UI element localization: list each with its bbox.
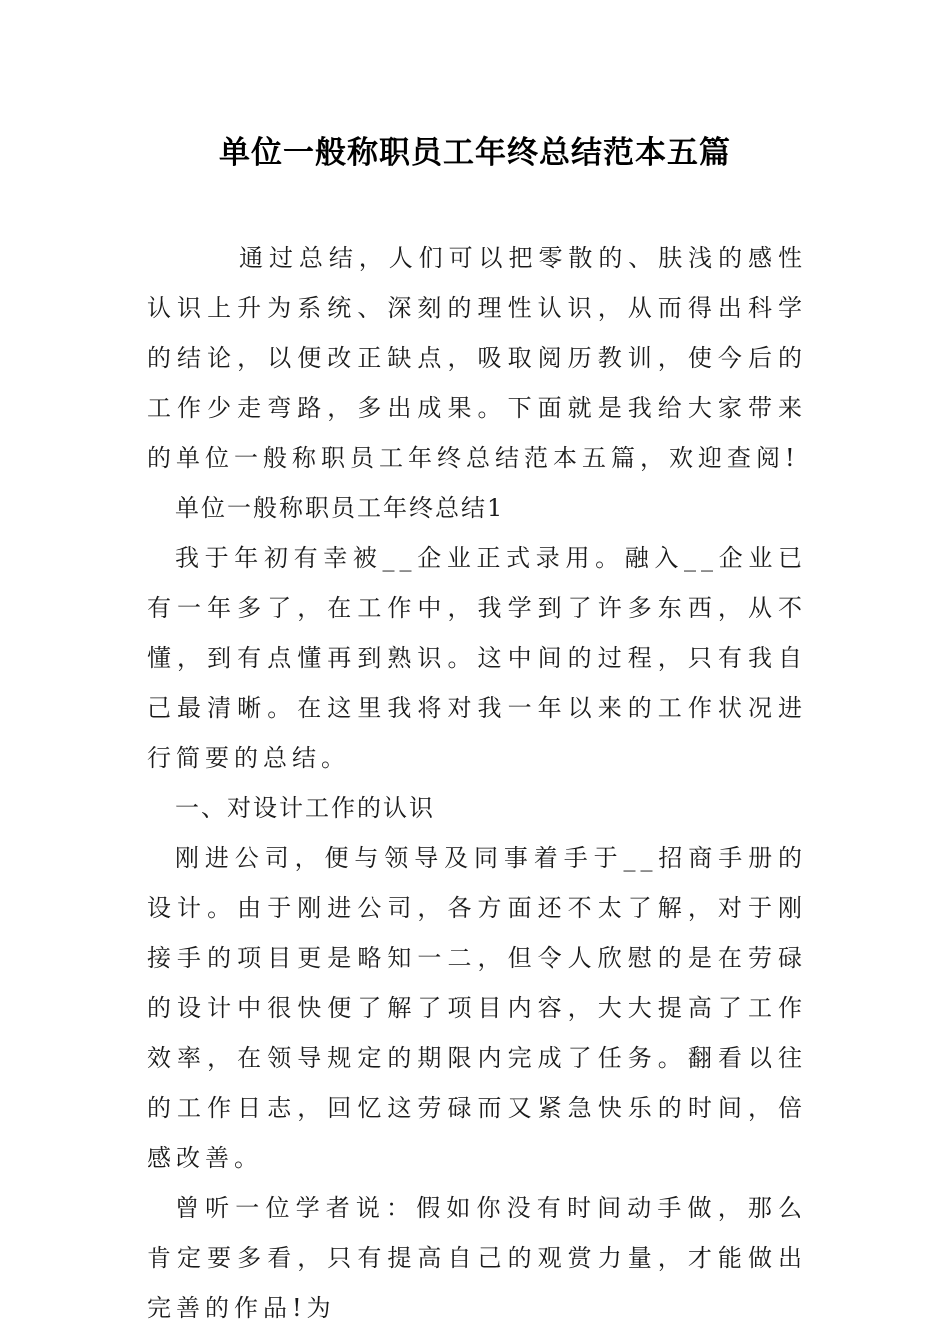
intro-paragraph: 通过总结，人们可以把零散的、肤浅的感性认识上升为系统、深刻的理性认识，从而得出科学的结论，以便改正缺点，吸取阅历教训，使今后的工作少走弯路，多出成果。下面就是我给大家带来的单位一般称职员工年终总结范本五篇，欢迎查阅! <box>147 244 807 472</box>
document-body <box>147 233 807 1333</box>
body-paragraph: 我于年初有幸被__企业正式录用。融入__企业已有一年多了，在工作中，我学到了许多东西，从不懂，到有点懂再到熟识。这中间的过程，只有我自己最清晰。在这里我将对我一年以来的工作状况进行简要的总结。 <box>147 544 807 772</box>
document-title: 单位一般称职员工年终总结范本五篇 <box>219 135 731 171</box>
body-paragraph: 刚进公司，便与领导及同事着手于__招商手册的设计。由于刚进公司，各方面还不太了解，对于刚接手的项目更是略知一二，但令人欣慰的是在劳碌的设计中很快便了解了项目内容，大大提高了工作效率，在领导规定的期限内完成了任务。翻看以往的工作日志，回忆这劳碌而又紧急快乐的时间，倍感改善。 <box>147 844 807 1172</box>
body-paragraph: 曾听一位学者说：假如你没有时间动手做，那么肯定要多看，只有提高自己的观赏力量，才能做出完善的作品!为 <box>147 1194 807 1322</box>
subsection-heading-1: 一、对设计工作的认识 <box>175 794 435 822</box>
section-heading-1: 单位一般称职员工年终总结1 <box>175 494 505 522</box>
